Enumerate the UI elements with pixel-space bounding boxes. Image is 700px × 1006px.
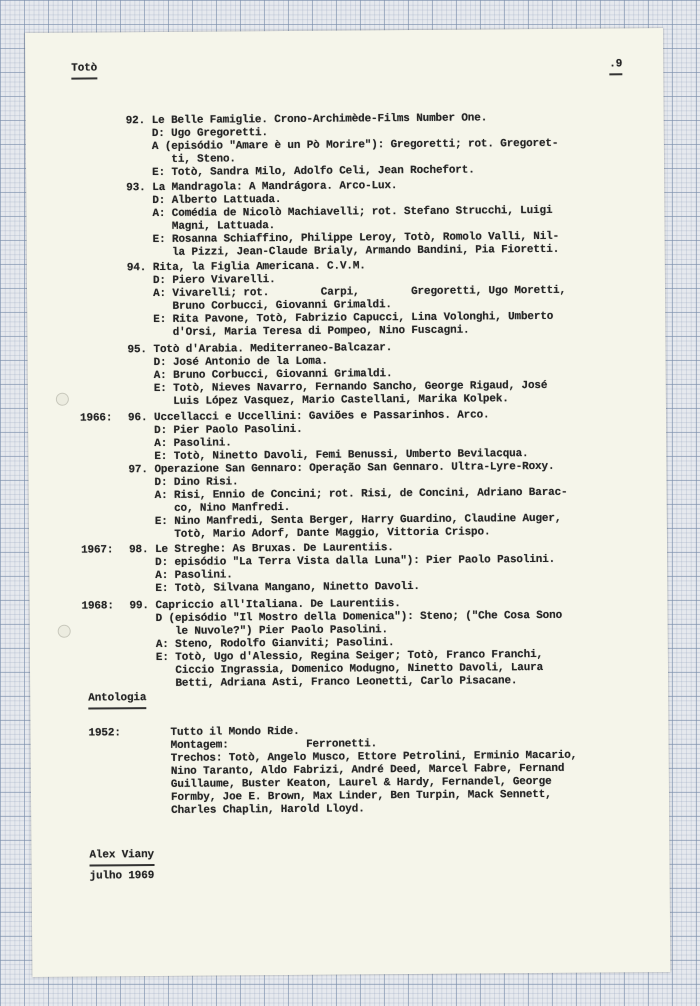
film-credit-line: A: Pasolini. — [154, 437, 232, 450]
film-credit-line: D: José Antonio de la Loma. — [153, 355, 328, 369]
entry-year: 1968: — [81, 600, 114, 613]
film-credit-line: d'Orsi, Maria Teresa di Pompeo, Nino Fuscagni. — [153, 324, 470, 340]
film-credit-line: E: Totò, Ninetto Davoli, Femi Benussi, Umberto Bevilacqua. — [154, 448, 529, 463]
film-credit-line: E: Totò, Sandra Milo, Adolfo Celi, Jean Rochefort. — [152, 164, 475, 180]
film-title: La Mandragola: A Mandrágora. Arco-Lux. — [152, 180, 398, 195]
film-credit-line: D: Ugo Gregoretti. — [151, 127, 268, 141]
punch-hole — [56, 393, 69, 406]
film-title: Operazione San Gennaro: Operação San Gennaro. Ultra-Lyre-Roxy. — [154, 460, 555, 476]
film-credit-line: A: Vivarelli; rot. Carpi, Gregoretti, Ugo Moretti, — [153, 284, 566, 301]
film-title: Le Belle Famiglie. Crono-Archimède-Films Number One. — [151, 112, 488, 128]
film-credit-line: D: Alberto Lattuada. — [152, 193, 282, 208]
film-credit-line: D: Piero Vivarelli. — [152, 274, 276, 288]
film-credit-line: la Pizzi, Jean-Claude Brialy, Armando Bandini, Pia Fioretti. — [152, 243, 560, 260]
film-title: Capriccio all'Italiana. De Laurentiis. — [155, 598, 401, 612]
film-credit-line: D: Pier Paolo Pasolini. — [154, 423, 303, 437]
antologia-line: Nino Taranto, Aldo Fabrizi, André Deed, Marcel Fabre, Fernand — [170, 762, 565, 778]
film-credit-line: D: Dino Risi. — [154, 476, 239, 489]
film-entry — [155, 597, 562, 691]
film-credit-line: A: Pasolini. — [155, 569, 233, 582]
film-credit-line: A: Bruno Corbucci, Giovanni Grimaldi. — [153, 368, 393, 382]
filmography-list — [25, 28, 663, 690]
antologia-line: Charles Chaplin, Harold Lloyd. — [171, 803, 365, 817]
antologia-line: Trechos: Totò, Angelo Musco, Ettore Petrolini, Erminio Macario, — [170, 749, 578, 765]
film-credit-line: Totò, Mario Adorf, Dante Maggio, Vittoria Crispo. — [154, 526, 491, 541]
entry-year: 1967: — [81, 544, 114, 557]
film-entry — [153, 341, 547, 409]
antologia-line: Guillaume, Buster Keaton, Laurel & Hardy, Fernandel, George — [170, 775, 552, 791]
film-entry — [154, 461, 567, 542]
film-credit-line: E: Totò, Nieves Navarro, Fernando Sancho, George Rigaud, José — [153, 379, 548, 395]
film-credit-line: A: Risi, Ennio de Concini; rot. Risi, de Concini, Adriano Barac- — [154, 486, 568, 502]
entry-number: 94. — [126, 262, 147, 275]
film-credit-line: Magni, Lattuada. — [152, 220, 276, 234]
antologia-heading: Antologia — [88, 692, 146, 709]
film-entry — [152, 179, 559, 260]
entry-year: 1966: — [79, 412, 113, 425]
entry-number: 93. — [126, 182, 146, 195]
entry-number: 96. — [127, 412, 148, 425]
entry-number: 98. — [129, 544, 149, 557]
film-credit-line: Ciccio Ingrassia, Domenico Modugno, Ninetto Davoli, Laura — [155, 661, 544, 677]
film-credit-line: A (episódio "Amare è un Pò Morire"): Gregoretti; rot. Gregoret- — [151, 137, 559, 154]
film-credit-line: E: Rita Pavone, Totò, Fabrizio Capucci, Lina Volonghi, Umberto — [153, 310, 554, 327]
film-credit-line: E: Rosanna Schiaffino, Philippe Leroy, Totò, Romolo Valli, Nil- — [152, 230, 560, 247]
page-number: .9 — [609, 58, 622, 75]
film-title: Rita, la Figlia Americana. C.V.M. — [152, 260, 366, 275]
header-title: Totò — [71, 62, 97, 79]
punch-hole — [58, 625, 71, 638]
film-credit-line: D (episódio "Il Mostro della Domenica"): Steno; ("Che Cosa Sono — [155, 609, 563, 625]
antologia-line: Montagem: Ferronetti. — [170, 738, 378, 752]
entry-number: 99. — [129, 600, 149, 613]
entry-number: 92. — [125, 115, 146, 128]
film-credit-line: le Nuvole?") Pier Paolo Pasolini. — [155, 624, 388, 638]
film-title: Uccellacci e Uccellini: Gaviões e Passarinhos. Arco. — [153, 409, 490, 424]
entry-number: 95. — [127, 344, 147, 357]
film-credit-line: E: Totò, Silvana Mangano, Ninetto Davoli. — [155, 580, 420, 595]
film-credit-line: A: Steno, Rodolfo Gianviti; Pasolini. — [155, 637, 395, 651]
film-entry — [152, 112, 559, 180]
antologia-year: 1952: — [88, 727, 121, 740]
film-credit-line: ti, Steno. — [151, 153, 236, 167]
film-credit-line: D: episódio "La Terra Vista dalla Luna"): Pier Paolo Pasolini. — [155, 553, 556, 569]
document-page — [25, 28, 670, 977]
film-credit-line: E: Nino Manfredi, Senta Berger, Harry Guardino, Claudine Auger, — [154, 512, 562, 528]
film-entry — [155, 541, 555, 596]
antologia-entry — [170, 724, 577, 818]
film-credit-line: Betti, Adriana Asti, Franco Leonetti, Carlo Pisacane. — [156, 675, 518, 690]
author-name: Alex Viany — [89, 849, 154, 867]
film-title: Totò d'Arabia. Mediterraneo-Balcazar. — [153, 342, 393, 357]
film-title: Le Streghe: As Bruxas. De Laurentiis. — [155, 542, 394, 556]
film-entry — [153, 259, 566, 340]
document-date: julho 1969 — [89, 870, 155, 883]
antologia-line: Formby, Joe E. Brown, Max Linder, Ben Turpin, Mack Sennett, — [170, 788, 552, 804]
entry-number: 97. — [128, 464, 148, 477]
film-credit-line: E: Totò, Ugo d'Alessio, Regina Seiger; Totò, Franco Franchi, — [155, 648, 544, 664]
film-credit-line: Bruno Corbucci, Giovanni Grimaldi. — [153, 299, 392, 314]
antologia-title: Tutto il Mondo Ride. — [170, 725, 300, 739]
film-credit-line: Luis López Vasquez, Mario Castellani, Marika Kolpek. — [153, 393, 509, 408]
film-credit-line: A: Comédia de Nicolò Machiavelli; rot. Stefano Strucchi, Luigi — [152, 204, 553, 221]
film-entry — [154, 409, 529, 464]
film-credit-line: co, Nino Manfredi. — [154, 501, 291, 515]
